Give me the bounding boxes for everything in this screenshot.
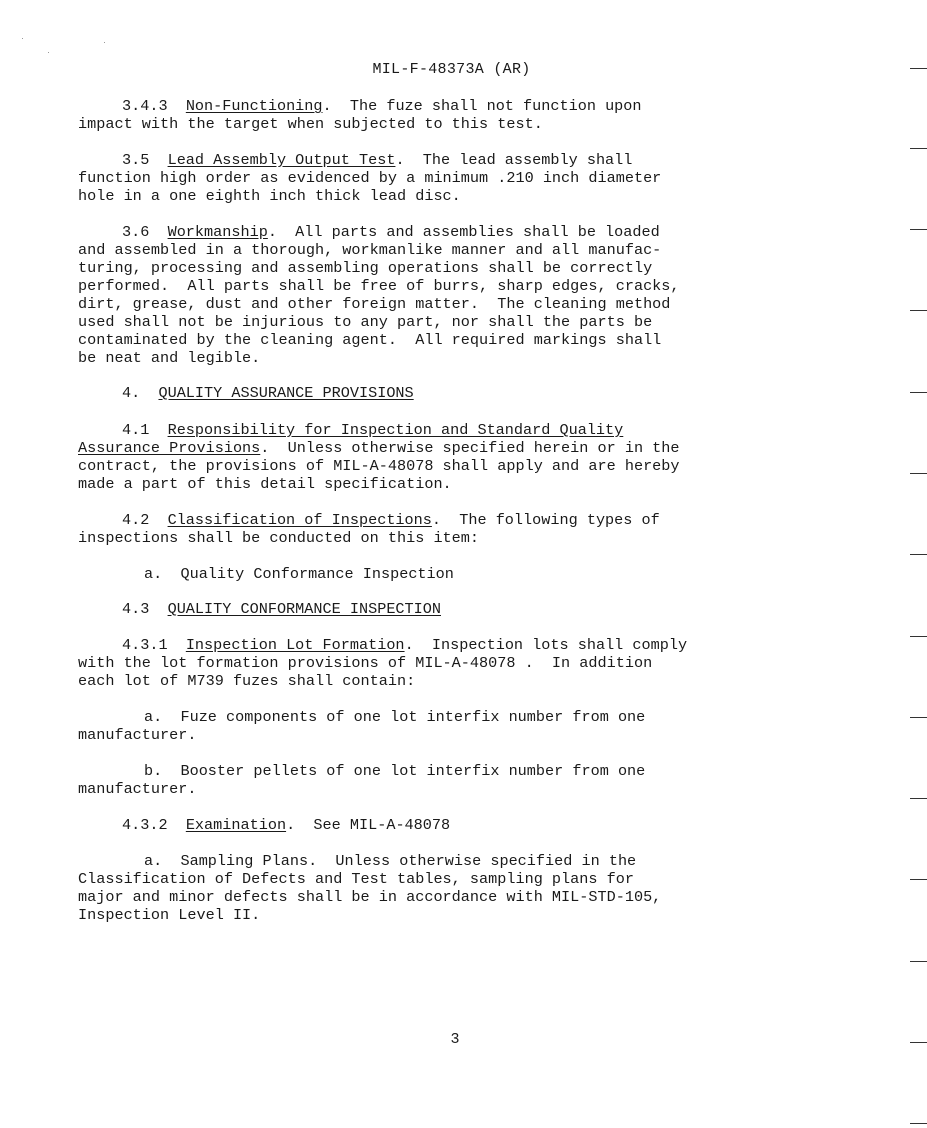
list-item <box>78 565 818 583</box>
section-text: impact with the target when subjected to this test. <box>78 115 543 133</box>
list-item <box>78 762 818 798</box>
section-text: . The fuze shall not function upon <box>322 97 642 115</box>
item-letter: a. <box>144 708 163 726</box>
section-text: inspections shall be conducted on this item: <box>78 529 480 547</box>
item-text: Quality Conformance Inspection <box>180 565 454 583</box>
margin-tick <box>910 961 927 962</box>
document-header: MIL-F-48373A (AR) <box>372 61 531 78</box>
item-letter: b. <box>144 762 163 780</box>
section-title: Non-Functioning <box>185 97 323 115</box>
section-text: . All parts and assemblies shall be loaded <box>267 223 660 241</box>
margin-tick <box>910 148 927 149</box>
section-4-3-1 <box>78 636 818 690</box>
section-number: 3.4.3 <box>122 97 168 115</box>
item-text: Booster pellets of one lot interfix number from one <box>180 762 646 780</box>
section-title: Lead Assembly Output Test <box>167 151 396 169</box>
item-text: Fuze components of one lot interfix number from one <box>180 708 646 726</box>
margin-tick <box>910 717 927 718</box>
section-number: 4.1 <box>122 421 150 439</box>
item-letter: a. <box>144 565 163 583</box>
section-title: Examination <box>185 816 287 834</box>
list-item <box>78 852 818 924</box>
margin-tick <box>910 554 927 555</box>
section-title: QUALITY ASSURANCE PROVISIONS <box>158 384 414 402</box>
section-number: 4.3 <box>122 600 150 618</box>
item-text: manufacturer. <box>78 780 197 798</box>
section-text: contract, the provisions of MIL-A-48078 shall apply and are hereby made a part of this detail specification. <box>78 457 680 493</box>
section-4-2 <box>78 511 818 547</box>
section-text: . Inspection lots shall comply <box>404 636 688 654</box>
section-text: and assembled in a thorough, workmanlike manner and all manufac- turing, processing and assembling operations shall be correctly performed. All parts shall be free of burrs, sharp edges, cracks, dirt, grease, dust and other foreign matter. The cleaning method used shall not be injurious to any part, nor shall the parts be contaminated by the cleaning agent. All required markings shall be neat and legible. <box>78 241 680 367</box>
margin-tick <box>910 229 927 230</box>
section-4 <box>78 384 818 402</box>
section-text: . The following types of <box>431 511 660 529</box>
section-text: . The lead assembly shall <box>395 151 633 169</box>
section-number: 4.3.1 <box>122 636 168 654</box>
margin-tick <box>910 1123 927 1124</box>
section-number: 4. <box>122 384 141 402</box>
margin-tick <box>910 392 927 393</box>
list-item <box>78 708 818 744</box>
item-text: manufacturer. <box>78 726 197 744</box>
section-title: Inspection Lot Formation <box>185 636 405 654</box>
scan-speck <box>48 52 49 53</box>
section-4-3 <box>78 600 818 618</box>
margin-tick <box>910 310 927 311</box>
margin-tick <box>910 879 927 880</box>
section-title: Workmanship <box>167 223 268 241</box>
page-number: 3 <box>450 1031 460 1048</box>
section-title: Responsibility for Inspection and Standard Quality <box>167 421 624 439</box>
section-text: with the lot formation provisions of MIL-A-48078 . In addition each lot of M739 fuzes shall contain: <box>78 654 653 690</box>
margin-tick <box>910 798 927 799</box>
section-3-5 <box>78 151 818 205</box>
margin-tick <box>910 473 927 474</box>
margin-tick <box>910 1042 927 1043</box>
scan-speck <box>22 38 23 39</box>
item-letter: a. <box>144 852 163 870</box>
section-number: 3.6 <box>122 223 150 241</box>
section-3-6 <box>78 223 818 367</box>
section-number: 4.2 <box>122 511 150 529</box>
section-text: . See MIL-A-48078 <box>286 816 451 834</box>
section-title-continued: Assurance Provisions <box>78 439 261 457</box>
section-number: 4.3.2 <box>122 816 168 834</box>
section-text: . Unless otherwise specified herein or in the <box>260 439 680 457</box>
section-4-3-2 <box>78 816 818 834</box>
margin-tick <box>910 636 927 637</box>
margin-tick <box>910 68 927 69</box>
section-3-4-3 <box>78 97 818 133</box>
section-text: function high order as evidenced by a minimum .210 inch diameter hole in a one eighth inch thick lead disc. <box>78 169 662 205</box>
section-title: QUALITY CONFORMANCE INSPECTION <box>167 600 441 618</box>
item-text: Sampling Plans. Unless otherwise specified in the <box>180 852 637 870</box>
section-number: 3.5 <box>122 151 150 169</box>
section-4-1 <box>78 421 818 493</box>
section-title: Classification of Inspections <box>167 511 432 529</box>
item-text: Classification of Defects and Test tables, sampling plans for major and minor defects shall be in accordance with MIL-STD-105, Inspection Level II. <box>78 870 662 924</box>
scan-speck <box>104 42 105 43</box>
